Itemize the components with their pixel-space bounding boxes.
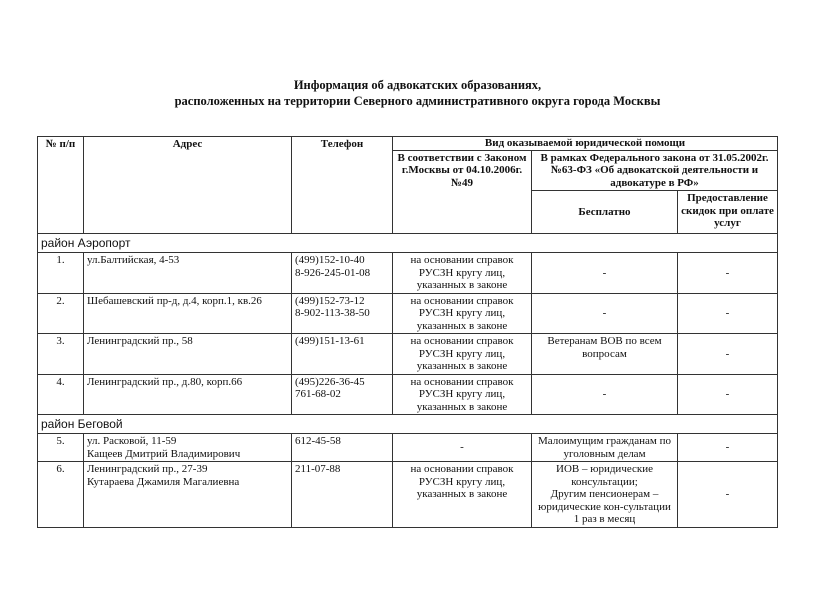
row-phone: (495)226-36-45 761-68-02	[292, 374, 393, 415]
row-law: на основании справок РУСЗН кругу лиц, указанных в законе	[393, 293, 532, 334]
header-federal: В рамках Федерального закона от 31.05.2002г. №63-ФЗ «Об адвокатской деятельности и адвокатуре в РФ»	[532, 150, 778, 191]
row-discount: -	[678, 374, 778, 415]
row-law: на основании справок РУСЗН кругу лиц, указанных в законе	[393, 253, 532, 294]
row-address: Ленинградский пр., 58	[84, 334, 292, 375]
table-row	[38, 334, 778, 375]
row-free: -	[532, 374, 678, 415]
row-free: -	[532, 253, 678, 294]
table-row	[38, 434, 778, 462]
row-discount: -	[678, 434, 778, 462]
row-law: на основании справок РУСЗН кругу лиц, указанных в законе	[393, 374, 532, 415]
row-phone: (499)151-13-61	[292, 334, 393, 375]
row-law: на основании справок РУСЗН кругу лиц, указанных в законе	[393, 334, 532, 375]
row-discount: -	[678, 462, 778, 528]
district-header: район Беговой	[38, 415, 778, 434]
row-address: ул. Расковой, 11-59 Кащеев Дмитрий Владимирович	[84, 434, 292, 462]
row-num: 6.	[38, 462, 84, 528]
row-num: 3.	[38, 334, 84, 375]
advocacy-table	[37, 136, 778, 528]
row-free: ИОВ – юридические консультации; Другим пенсионерам – юридические кон-сультации 1 раз в месяц	[532, 462, 678, 528]
document-title-line2: расположенных на территории Северного административного округа города Москвы	[174, 94, 661, 108]
table-row	[38, 253, 778, 294]
row-free: Малоимущим гражданам по уголовным делам	[532, 434, 678, 462]
row-address: Ленинградский пр., д.80, корп.66	[84, 374, 292, 415]
row-free: -	[532, 293, 678, 334]
row-discount: -	[678, 293, 778, 334]
row-address: Ленинградский пр., 27-39 Кутараева Джамиля Магалиевна	[84, 462, 292, 528]
row-law: -	[393, 434, 532, 462]
row-phone: (499)152-10-40 8-926-245-01-08	[292, 253, 393, 294]
row-num: 5.	[38, 434, 84, 462]
district-header: район Аэропорт	[38, 234, 778, 253]
header-law-moscow: В соответствии с Законом г.Москвы от 04.10.2006г. №49	[393, 150, 532, 234]
header-discount: Предоставление скидок при оплате услуг	[678, 191, 778, 234]
row-phone: 612-45-58	[292, 434, 393, 462]
row-num: 2.	[38, 293, 84, 334]
document-title-line1: Информация об адвокатских образованиях,	[293, 78, 542, 92]
table-row	[38, 374, 778, 415]
row-phone: (499)152-73-12 8-902-113-38-50	[292, 293, 393, 334]
row-free: Ветеранам ВОВ по всем вопросам	[532, 334, 678, 375]
header-address: Адрес	[84, 137, 292, 234]
table-row	[38, 293, 778, 334]
row-num: 1.	[38, 253, 84, 294]
row-num: 4.	[38, 374, 84, 415]
row-phone: 211-07-88	[292, 462, 393, 528]
row-discount: -	[678, 334, 778, 375]
row-discount: -	[678, 253, 778, 294]
header-free: Бесплатно	[532, 191, 678, 234]
table-row	[38, 462, 778, 528]
header-kind: Вид оказываемой юридической помощи	[393, 137, 778, 151]
header-num: № п/п	[38, 137, 84, 234]
row-address: Шебашевский пр-д, д.4, корп.1, кв.26	[84, 293, 292, 334]
header-phone: Телефон	[292, 137, 393, 234]
row-address: ул.Балтийская, 4-53	[84, 253, 292, 294]
row-law: на основании справок РУСЗН кругу лиц, указанных в законе	[393, 462, 532, 528]
